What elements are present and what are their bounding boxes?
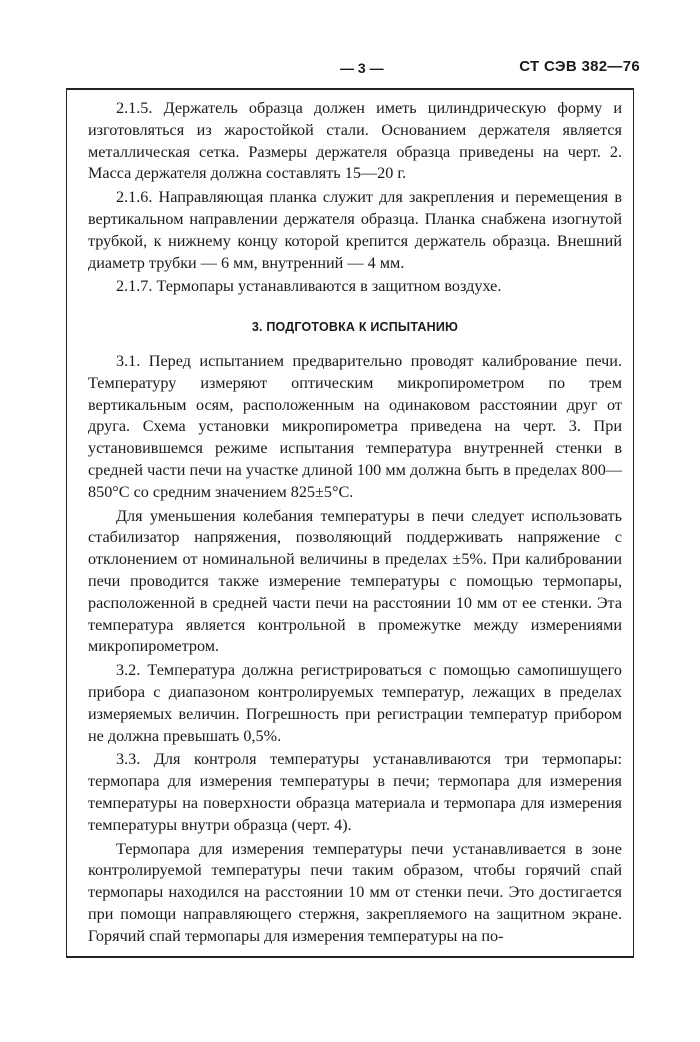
paragraph-3-1: 3.1. Перед испытанием предварительно проводят калибрование печи. Температуру измеряют оптическим микропирометром по трем вертикальным осям, расположенным на одинаковом расстоянии друг от друга. Схема установки микропирометра приведена на черт. 3. При установившемся режиме испытания температура внутренней стенки в средней части печи на участке длиной 100 мм должна быть в пределах 800—850°С со средним значением 825±5°С. bbox=[88, 351, 622, 501]
paragraph-3-3-continued: Термопара для измерения температуры печи устанавливается в зоне контролируемой температуры печи таким образом, чтобы горячий спай термопары находился на расстоянии 10 мм от стенки печи. Это достигается при помощи направляющего стержня, закрепляемого на защитном экране. Горячий спай термопары для измерения температуры на по- bbox=[88, 839, 622, 945]
paragraph-3-3: 3.3. Для контроля температуры устанавливаются три термопары: термопара для измерения температуры в печи; термопара для измерения температуры на поверхности образца материала и термопара для измерения температуры внутри образца (черт. 4). bbox=[88, 750, 622, 834]
document-code: СТ СЭВ 382—76 bbox=[519, 58, 640, 75]
paragraph-3-2: 3.2. Температура должна регистрироваться с помощью самопишущего прибора с диапазоном контролируемых температур, лежащих в пределах измеряемых величин. Погрешность при регистрации температур прибором не должна превышать 0,5%. bbox=[88, 661, 622, 745]
paragraph-2-1-7: 2.1.7. Термопары устанавливаются в защитном воздухе. bbox=[116, 277, 502, 296]
page-content bbox=[88, 98, 622, 947]
paragraph-2-1-5: 2.1.5. Держатель образца должен иметь цилиндрическую форму и изготовляться из жаростойкой стали. Основанием держателя является металлическая сетка. Размеры держателя образца приведены на черт. 2. Масса держателя должна составлять 15—20 г. bbox=[88, 99, 622, 183]
page-number: — 3 — bbox=[340, 60, 384, 76]
paragraph-2-1-6: 2.1.6. Направляющая планка служит для закрепления и перемещения в вертикальном направлении держателя образца. Планка снабжена изогнутой трубкой, к нижнему концу которой крепится держатель образца. Внешний диаметр трубки — 6 мм, внутренний — 4 мм. bbox=[88, 188, 622, 272]
paragraph-3-1-continued: Для уменьшения колебания температуры в печи следует использовать стабилизатор напряжения, позволяющий поддерживать напряжение с отклонением от номинальной величины в пределах ±5%. При калибровании печи проводится также измерение температуры с помощью термопары, расположенной в средней части печи на расстоянии 10 мм от ее стенки. Эта температура является контрольной в промежутке между измерениями микропирометром. bbox=[88, 506, 622, 656]
section-heading: 3. ПОДГОТОВКА К ИСПЫТАНИЮ bbox=[251, 320, 459, 335]
